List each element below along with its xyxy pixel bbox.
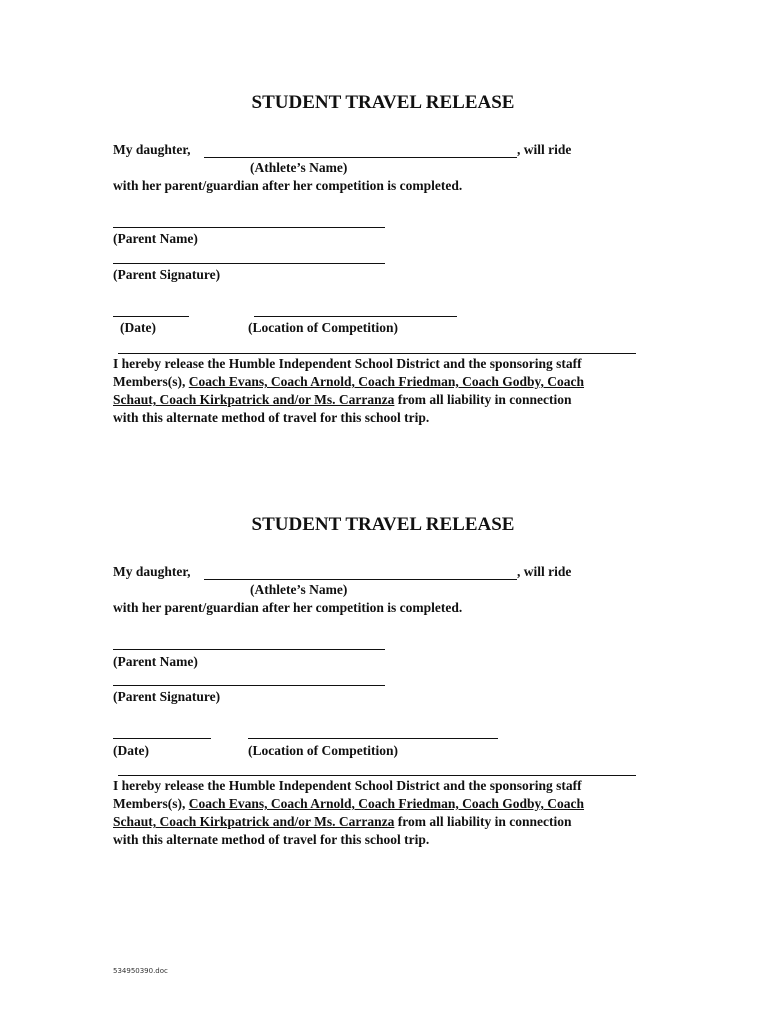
athlete-name-line[interactable] <box>204 157 517 158</box>
release-line-2 <box>113 373 653 391</box>
parent-name-label: (Parent Name) <box>113 654 198 669</box>
parent-guardian-text: with her parent/guardian after her competition is completed. <box>113 600 463 615</box>
release-line-4: with this alternate method of travel for this school trip. <box>113 832 430 847</box>
release-liability-text: from all liability in connection <box>394 814 572 829</box>
parent-guardian-text: with her parent/guardian after her competition is completed. <box>113 178 463 193</box>
location-line[interactable] <box>254 316 457 317</box>
date-label: (Date) <box>120 320 156 335</box>
release-line-1: I hereby release the Humble Independent School District and the sponsoring staff <box>113 356 582 371</box>
parent-name-label: (Parent Name) <box>113 231 198 246</box>
location-label: (Location of Competition) <box>248 743 398 758</box>
parent-signature-line[interactable] <box>113 263 385 264</box>
parent-name-line[interactable] <box>113 649 385 650</box>
release-liability-text: from all liability in connection <box>394 392 572 407</box>
release-members-prefix: Members(s), <box>113 374 189 389</box>
form-title: STUDENT TRAVEL RELEASE <box>251 92 515 113</box>
parent-signature-label: (Parent Signature) <box>113 689 221 704</box>
coach-names-part-1: Coach Evans, Coach Arnold, Coach Friedman, Coach Godby, Coach <box>188 796 585 811</box>
release-line-2 <box>113 795 653 813</box>
location-line[interactable] <box>248 738 498 739</box>
parent-signature-label: (Parent Signature) <box>113 267 221 282</box>
date-line[interactable] <box>113 738 211 739</box>
form-title: STUDENT TRAVEL RELEASE <box>251 514 515 535</box>
release-top-line <box>118 353 636 354</box>
release-line-3 <box>113 813 653 831</box>
daughter-label: My daughter, <box>113 564 191 579</box>
document-id: 534950390.doc <box>113 967 168 975</box>
date-line[interactable] <box>113 316 189 317</box>
coach-names-part-1: Coach Evans, Coach Arnold, Coach Friedman, Coach Godby, Coach <box>188 374 585 389</box>
daughter-label: My daughter, <box>113 142 191 157</box>
coach-names-part-2: Schaut, Coach Kirkpatrick and/or Ms. Carranza <box>113 814 395 829</box>
release-text <box>113 355 653 427</box>
athlete-name-label: (Athlete’s Name) <box>250 582 348 597</box>
release-line-1: I hereby release the Humble Independent School District and the sponsoring staff <box>113 778 582 793</box>
will-ride-text: , will ride <box>517 142 572 157</box>
release-text <box>113 777 653 849</box>
release-top-line <box>118 775 636 776</box>
athlete-name-label: (Athlete’s Name) <box>250 160 348 175</box>
location-label: (Location of Competition) <box>248 320 398 335</box>
coach-names-part-2: Schaut, Coach Kirkpatrick and/or Ms. Carranza <box>113 392 395 407</box>
release-members-prefix: Members(s), <box>113 796 189 811</box>
date-label: (Date) <box>113 743 149 758</box>
release-line-3 <box>113 391 653 409</box>
parent-name-line[interactable] <box>113 227 385 228</box>
release-line-4: with this alternate method of travel for this school trip. <box>113 410 430 425</box>
athlete-name-line[interactable] <box>204 579 517 580</box>
parent-signature-line[interactable] <box>113 685 385 686</box>
will-ride-text: , will ride <box>517 564 572 579</box>
